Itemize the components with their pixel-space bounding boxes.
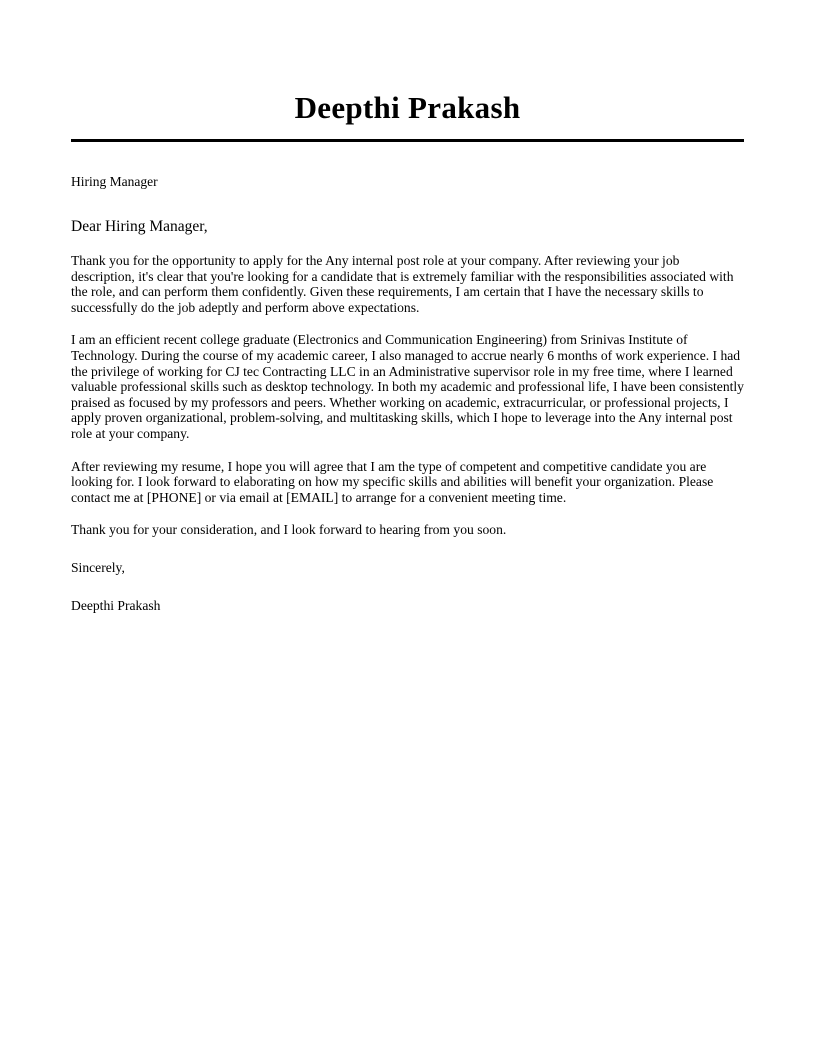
salutation: Dear Hiring Manager, <box>71 218 208 235</box>
signature-name: Deepthi Prakash <box>71 597 161 613</box>
letter-body <box>71 174 745 613</box>
letter-header <box>71 88 744 142</box>
body-paragraph: I am an efficient recent college graduate (Electronics and Communication Engineering) from Srinivas Institute of Technology. During the course of my academic career, I also managed to accrue nearly 6 months of work experience. I had the privilege of working for CJ tec Contracting LLC in an Administrative supervisor role in my free time, where I learned valuable professional skills such as desktop technology. In both my academic and professional life, I have been consistently praised as focused by my professors and peers. Whether working on academic, extracurricular, or professional projects, I apply proven organizational, problem-solving, and multitasking skills, which I hope to leverage into the Any internal post role at your company. <box>71 332 744 441</box>
page-title: Deepthi Prakash <box>294 90 521 125</box>
recipient-name: Hiring Manager <box>71 174 158 189</box>
body-paragraph: Thank you for your consideration, and I look forward to hearing from you soon. <box>71 522 507 538</box>
title-divider <box>71 139 744 142</box>
body-paragraph: Thank you for the opportunity to apply for the Any internal post role at your company. After reviewing your job description, it's clear that you're looking for a candidate that is extremely familiar with the responsibilities associated with the role, and can perform them confidently. Given these requirements, I am certain that I have the necessary skills to successfully do the job adeptly and perform above expectations. <box>71 253 734 315</box>
body-paragraph: After reviewing my resume, I hope you will agree that I am the type of competent and competitive candidate you are looking for. I look forward to elaborating on how my specific skills and abilities will benefit your organization. Please contact me at [PHONE] or via email at [EMAIL] to arrange for a convenient meeting time. <box>71 458 714 505</box>
closing-salutation: Sincerely, <box>71 559 125 575</box>
